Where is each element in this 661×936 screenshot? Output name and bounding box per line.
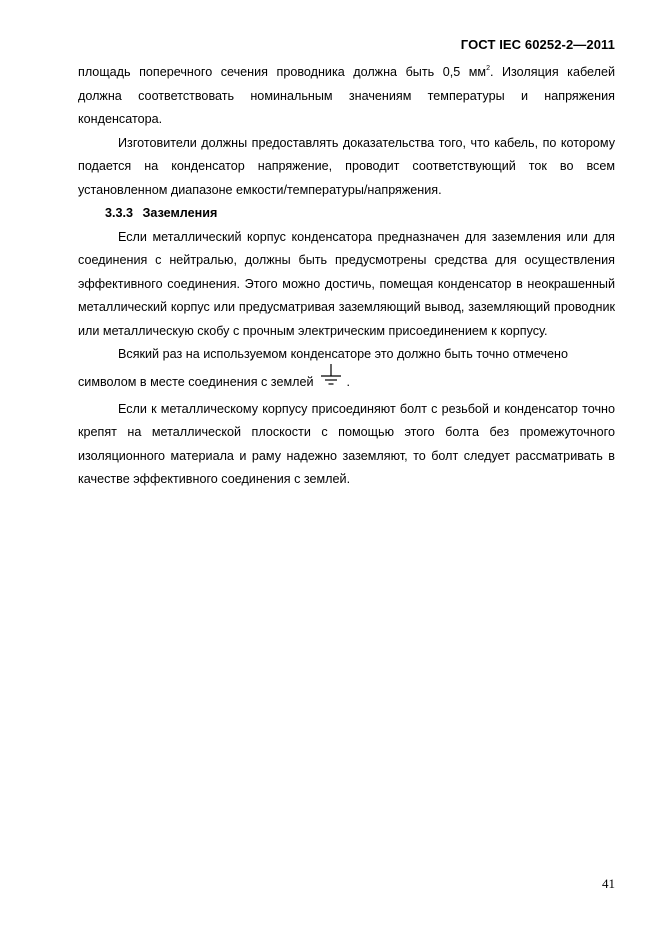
superscript-2: 2 — [486, 65, 490, 72]
paragraph-conductor-section — [78, 61, 615, 132]
paragraph-text: площадь поперечного сечения проводника должна быть 0,5 мм — [78, 65, 487, 79]
paragraph-bolt-connection: Если к металлическому корпусу присоединяют болт с резьбой и конденсатор точно крепят на металлической плоскости с помощью этого болта без промежуточного изоляционного материала и раму надежно заземляют, то болт следует рассматривать в качестве эффективного соединения с землей. — [78, 401, 615, 486]
section-heading — [78, 202, 615, 226]
paragraph-grounding-means: Если металлический корпус конденсатора предназначен для заземления или для соединения с нейтралью, должны быть предусмотрены средства для осуществления эффективного соединения. Этого можно достичь, помещая конденсатор в неокрашенный металлический корпус или предусматривая заземляющий вывод, заземляющий проводник или металлическую скобу с прочным электрическим присоединением к корпусу. — [78, 229, 615, 338]
paragraph-text: символом в месте соединения с землей — [78, 374, 314, 389]
document-body — [78, 61, 615, 492]
standard-header: ГОСТ IEC 60252-2—2011 — [460, 37, 615, 52]
paragraph-text: . Изоляция кабелей должна соответствовать номинальным значениям температуры и напряжения конденсатора. — [78, 65, 615, 126]
paragraph-end-period: . — [346, 374, 350, 389]
earth-ground-icon — [319, 363, 343, 387]
page-number: 41 — [602, 876, 615, 891]
paragraph-marking-line1: Всякий раз на используемом конденсаторе это должно быть точно отмечено — [118, 347, 568, 361]
paragraph-marking-line2 — [78, 367, 615, 398]
paragraph-manufacturer-evidence: Изготовители должны предоставлять доказательства того, что кабель, по которому подается на конденсатор напряжение, проводит соответствующий ток во всем установленном диапазоне емкости/температуры/напряжения. — [78, 135, 615, 197]
section-number: 3.3.3 — [105, 206, 134, 220]
section-title: Заземления — [142, 206, 218, 220]
